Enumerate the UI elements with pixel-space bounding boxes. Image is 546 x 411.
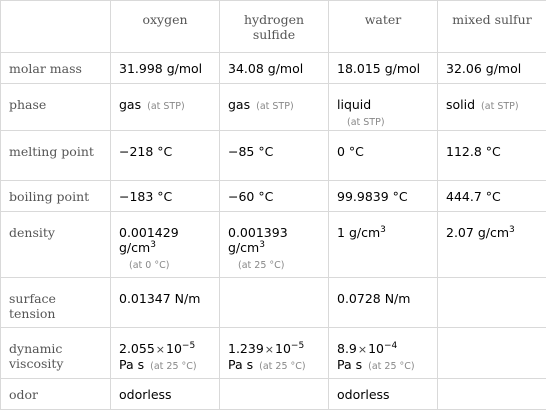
density-unit: g/cm [228, 240, 260, 255]
cell-surface-tension-oxygen: 0.01347 N/m [111, 278, 220, 328]
cell-density-oxygen [111, 212, 220, 278]
power-base: 10 [368, 341, 385, 356]
phase-value: gas [228, 97, 251, 112]
viscosity-unit: Pa s [119, 357, 145, 372]
cell-odor-water: odorless [329, 379, 438, 410]
mantissa: 2.055 [119, 341, 155, 356]
cell-melting-point-hydrogen-sulfide: −85 °C [220, 131, 329, 181]
cell-molar-mass-mixed-sulfur: 32.06 g/mol [438, 53, 546, 84]
cell-density-mixed-sulfur [438, 212, 546, 278]
density-unit: g/cm [119, 240, 151, 255]
condition-note: (at STP) [347, 117, 385, 128]
row-header-melting-point: melting point [1, 131, 111, 181]
table-row-surface-tension [1, 278, 546, 328]
mantissa: 8.9 [337, 341, 357, 356]
table-row-melting-point [1, 131, 546, 181]
cell-phase-oxygen [111, 84, 220, 131]
cell-surface-tension-hydrogen-sulfide [220, 278, 329, 328]
viscosity-unit: Pa s [337, 357, 363, 372]
table-row-molar-mass [1, 53, 546, 84]
cell-odor-mixed-sulfur [438, 379, 546, 410]
column-header-oxygen: oxygen [111, 1, 220, 53]
corner-cell [1, 1, 111, 53]
cell-phase-mixed-sulfur [438, 84, 546, 131]
power-base: 10 [166, 341, 182, 356]
condition-note: (at 25 °C) [238, 260, 285, 271]
cell-melting-point-water: 0 °C [329, 131, 438, 181]
times-sign: × [155, 343, 166, 356]
exponent: −4 [384, 341, 398, 351]
cell-dynamic-viscosity-hydrogen-sulfide [220, 328, 329, 379]
unit-exponent: 3 [259, 240, 265, 250]
times-sign: × [264, 343, 275, 356]
row-header-molar-mass: molar mass [1, 53, 111, 84]
density-value: 0.001393 [228, 225, 288, 240]
phase-value: solid [446, 97, 476, 112]
table-row-dynamic-viscosity [1, 328, 546, 379]
row-header-surface-tension: surface tension [1, 278, 111, 328]
row-header-density: density [1, 212, 111, 278]
unit-exponent: 3 [380, 225, 386, 235]
cell-dynamic-viscosity-water [329, 328, 438, 379]
mantissa: 1.239 [228, 341, 264, 356]
column-header-hydrogen-sulfide: hydrogen sulfide [220, 1, 329, 53]
cell-molar-mass-hydrogen-sulfide: 34.08 g/mol [220, 53, 329, 84]
density-value: 2.07 [446, 225, 474, 240]
exponent: −5 [290, 341, 305, 351]
cell-dynamic-viscosity-oxygen [111, 328, 220, 379]
cell-surface-tension-water: 0.0728 N/m [329, 278, 438, 328]
cell-phase-water [329, 84, 438, 131]
condition-note: (at 25 °C) [368, 361, 415, 372]
cell-boiling-point-mixed-sulfur: 444.7 °C [438, 181, 546, 212]
phase-value: liquid [337, 97, 372, 112]
cell-molar-mass-oxygen: 31.998 g/mol [111, 53, 220, 84]
table-row-odor [1, 379, 546, 410]
condition-note: (at 25 °C) [150, 361, 197, 372]
row-header-boiling-point: boiling point [1, 181, 111, 212]
power-base: 10 [275, 341, 291, 356]
density-unit: g/cm [477, 225, 510, 240]
viscosity-unit: Pa s [228, 357, 254, 372]
unit-exponent: 3 [509, 225, 515, 235]
cell-surface-tension-mixed-sulfur [438, 278, 546, 328]
density-unit: g/cm [348, 225, 381, 240]
row-header-dynamic-viscosity: dynamic viscosity [1, 328, 111, 379]
table-row-boiling-point [1, 181, 546, 212]
density-value: 0.001429 [119, 225, 179, 240]
cell-dynamic-viscosity-mixed-sulfur [438, 328, 546, 379]
table-row-density [1, 212, 546, 278]
cell-density-hydrogen-sulfide [220, 212, 329, 278]
row-header-odor: odor [1, 379, 111, 410]
times-sign: × [357, 343, 368, 356]
condition-note: (at STP) [481, 101, 519, 112]
cell-boiling-point-oxygen: −183 °C [111, 181, 220, 212]
cell-odor-hydrogen-sulfide [220, 379, 329, 410]
cell-boiling-point-hydrogen-sulfide: −60 °C [220, 181, 329, 212]
condition-note: (at STP) [256, 101, 294, 112]
cell-boiling-point-water: 99.9839 °C [329, 181, 438, 212]
cell-density-water [329, 212, 438, 278]
table-row-phase [1, 84, 546, 131]
cell-molar-mass-water: 18.015 g/mol [329, 53, 438, 84]
column-header-water: water [329, 1, 438, 53]
condition-note: (at STP) [147, 101, 185, 112]
column-header-mixed-sulfur: mixed sulfur [438, 1, 546, 53]
condition-note: (at 0 °C) [129, 260, 170, 271]
density-value: 1 [337, 225, 345, 240]
cell-phase-hydrogen-sulfide [220, 84, 329, 131]
phase-value: gas [119, 97, 142, 112]
cell-melting-point-oxygen: −218 °C [111, 131, 220, 181]
cell-melting-point-mixed-sulfur: 112.8 °C [438, 131, 546, 181]
exponent: −5 [181, 341, 196, 351]
unit-exponent: 3 [150, 240, 156, 250]
header-row [1, 1, 546, 53]
cell-odor-oxygen: odorless [111, 379, 220, 410]
condition-note: (at 25 °C) [259, 361, 306, 372]
row-header-phase: phase [1, 84, 111, 131]
